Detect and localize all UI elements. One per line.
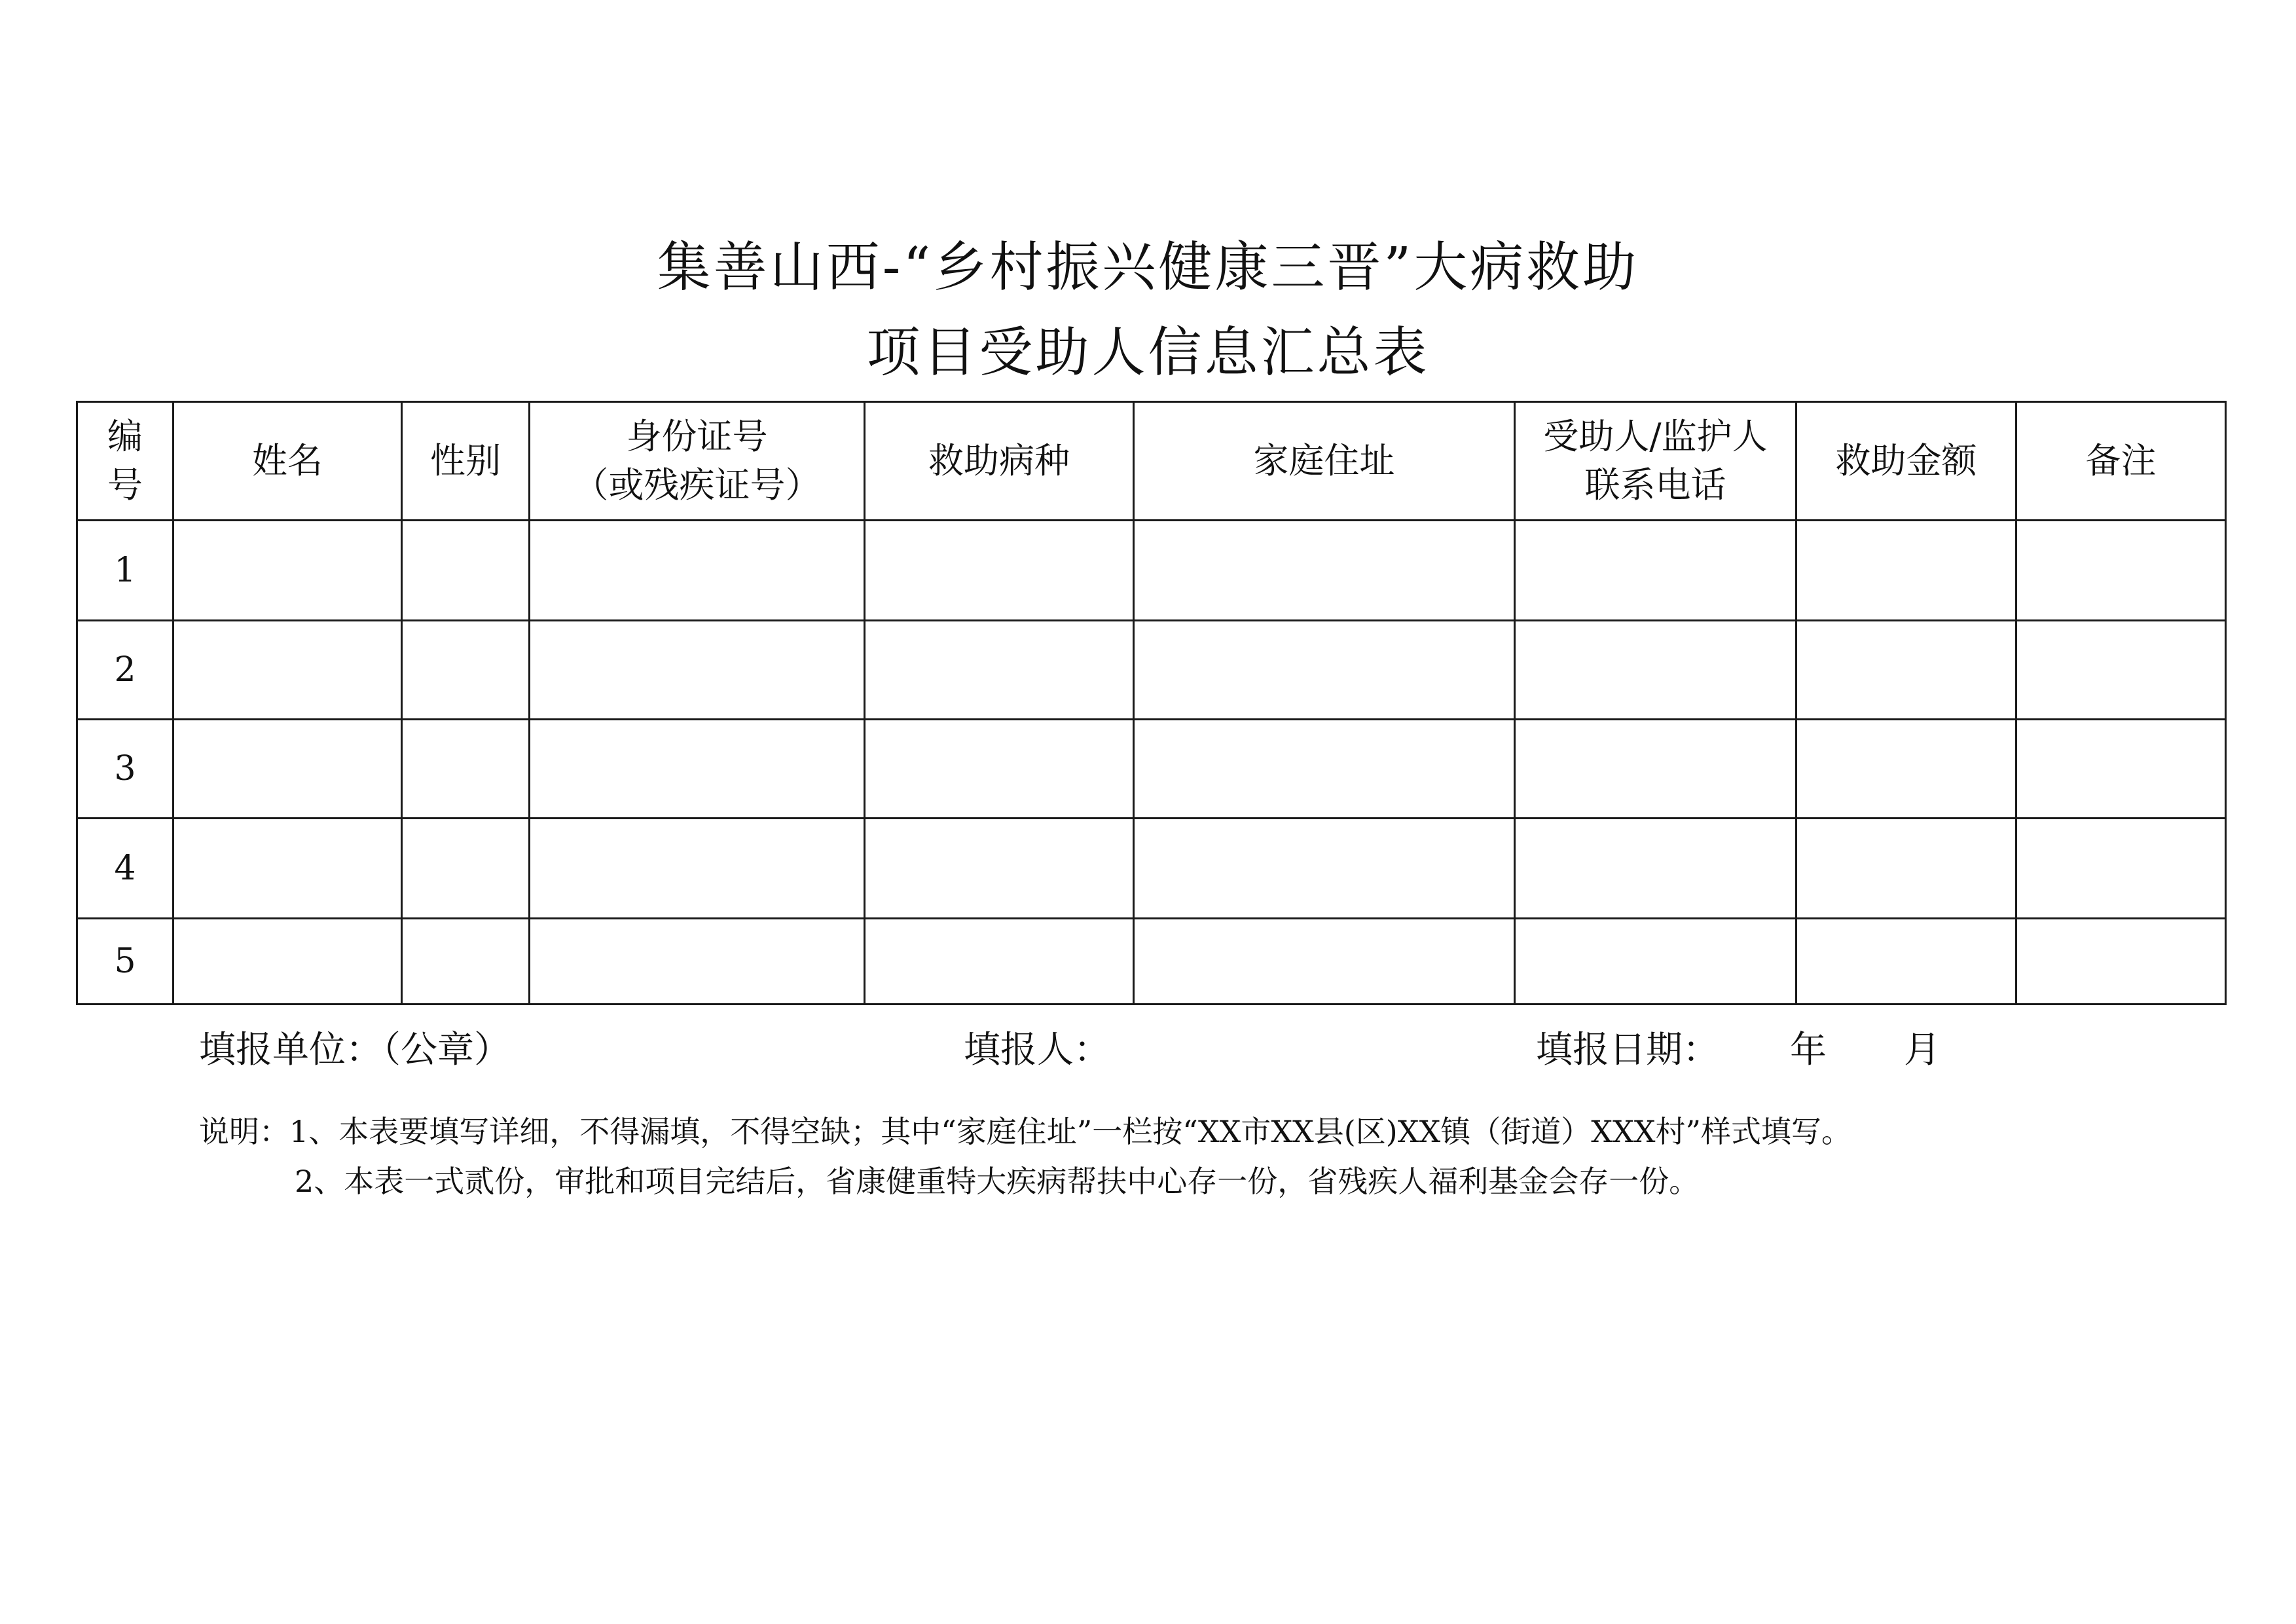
header-aid-amount [1796, 402, 2016, 521]
table-header-row [77, 402, 2226, 521]
gender-cell[interactable] [402, 819, 530, 919]
header-text: 身份证号 [626, 416, 768, 457]
row-number-cell: 5 [77, 919, 173, 1005]
table-row [77, 521, 2226, 621]
report-year-label: 年 [1790, 1029, 1827, 1071]
header-text: 姓名 [252, 440, 323, 481]
table-row [77, 819, 2226, 919]
id-number-cell[interactable] [530, 819, 865, 919]
remarks-cell[interactable] [2016, 621, 2226, 720]
gender-cell[interactable] [402, 720, 530, 819]
disease-type-cell[interactable] [865, 819, 1134, 919]
gender-cell[interactable] [402, 919, 530, 1005]
header-id-number [530, 402, 865, 521]
contact-phone-cell[interactable] [1515, 720, 1796, 819]
row-number-cell: 2 [77, 621, 173, 720]
header-text: 备注 [2085, 440, 2157, 481]
header-disease-type [865, 402, 1134, 521]
form-title-line-1: 集善山西-“乡村振兴健康三晋”大病救助 [657, 236, 1639, 299]
name-cell[interactable] [173, 621, 402, 720]
home-address-cell[interactable] [1134, 521, 1515, 621]
aid-amount-cell[interactable] [1796, 720, 2016, 819]
contact-phone-cell[interactable] [1515, 919, 1796, 1005]
header-remarks [2016, 402, 2226, 521]
header-text: 联系电话 [1584, 464, 1726, 506]
header-home-address [1134, 402, 1515, 521]
name-cell[interactable] [173, 720, 402, 819]
gender-cell[interactable] [402, 621, 530, 720]
header-name [173, 402, 402, 521]
disease-type-cell[interactable] [865, 621, 1134, 720]
header-text: 受助人/监护人 [1543, 416, 1768, 457]
remarks-cell[interactable] [2016, 521, 2226, 621]
header-gender [402, 402, 530, 521]
table-row [77, 720, 2226, 819]
report-date-label: 填报日期： [1536, 1029, 1719, 1071]
form-title-line-2: 项目受助人信息汇总表 [866, 322, 1430, 384]
id-number-cell[interactable] [530, 919, 865, 1005]
reporting-unit-label: 填报单位：（公章） [199, 1029, 511, 1071]
contact-phone-cell[interactable] [1515, 621, 1796, 720]
report-month-label: 月 [1904, 1029, 1941, 1071]
name-cell[interactable] [173, 919, 402, 1005]
header-contact-phone [1515, 402, 1796, 521]
remarks-cell[interactable] [2016, 919, 2226, 1005]
home-address-cell[interactable] [1134, 720, 1515, 819]
id-number-cell[interactable] [530, 720, 865, 819]
instruction-note-1: 说明：1、本表要填写详细，不得漏填，不得空缺；其中“家庭住址”一栏按“XX市XX县(区)XX镇（街道）XXX村”样式填写。 [199, 1114, 1851, 1149]
header-text: 救助病种 [928, 440, 1070, 481]
header-text: 编 [107, 416, 143, 457]
contact-phone-cell[interactable] [1515, 521, 1796, 621]
home-address-cell[interactable] [1134, 819, 1515, 919]
header-text: 性别 [430, 440, 501, 481]
contact-phone-cell[interactable] [1515, 819, 1796, 919]
row-number-cell: 4 [77, 819, 173, 919]
disease-type-cell[interactable] [865, 919, 1134, 1005]
disease-type-cell[interactable] [865, 720, 1134, 819]
remarks-cell[interactable] [2016, 720, 2226, 819]
home-address-cell[interactable] [1134, 621, 1515, 720]
gender-cell[interactable] [402, 521, 530, 621]
home-address-cell[interactable] [1134, 919, 1515, 1005]
remarks-cell[interactable] [2016, 819, 2226, 919]
id-number-cell[interactable] [530, 621, 865, 720]
header-text: 家庭住址 [1253, 440, 1395, 481]
row-number-cell: 1 [77, 521, 173, 621]
instruction-note-2: 2、本表一式贰份，审批和项目完结后，省康健重特大疾病帮扶中心存一份，省残疾人福利基金会存一份。 [295, 1164, 1700, 1199]
aid-amount-cell[interactable] [1796, 621, 2016, 720]
aid-amount-cell[interactable] [1796, 819, 2016, 919]
header-text: （或残疾证号） [573, 464, 821, 506]
disease-type-cell[interactable] [865, 521, 1134, 621]
header-text: 号 [107, 464, 143, 506]
name-cell[interactable] [173, 521, 402, 621]
aid-amount-cell[interactable] [1796, 919, 2016, 1005]
reporter-label: 填报人： [964, 1029, 1110, 1071]
header-text: 救助金额 [1835, 440, 1977, 481]
name-cell[interactable] [173, 819, 402, 919]
table-row [77, 919, 2226, 1005]
recipient-summary-table [76, 401, 2227, 1005]
table-row [77, 621, 2226, 720]
header-serial-number [77, 402, 173, 521]
id-number-cell[interactable] [530, 521, 865, 621]
row-number-cell: 3 [77, 720, 173, 819]
aid-amount-cell[interactable] [1796, 521, 2016, 621]
